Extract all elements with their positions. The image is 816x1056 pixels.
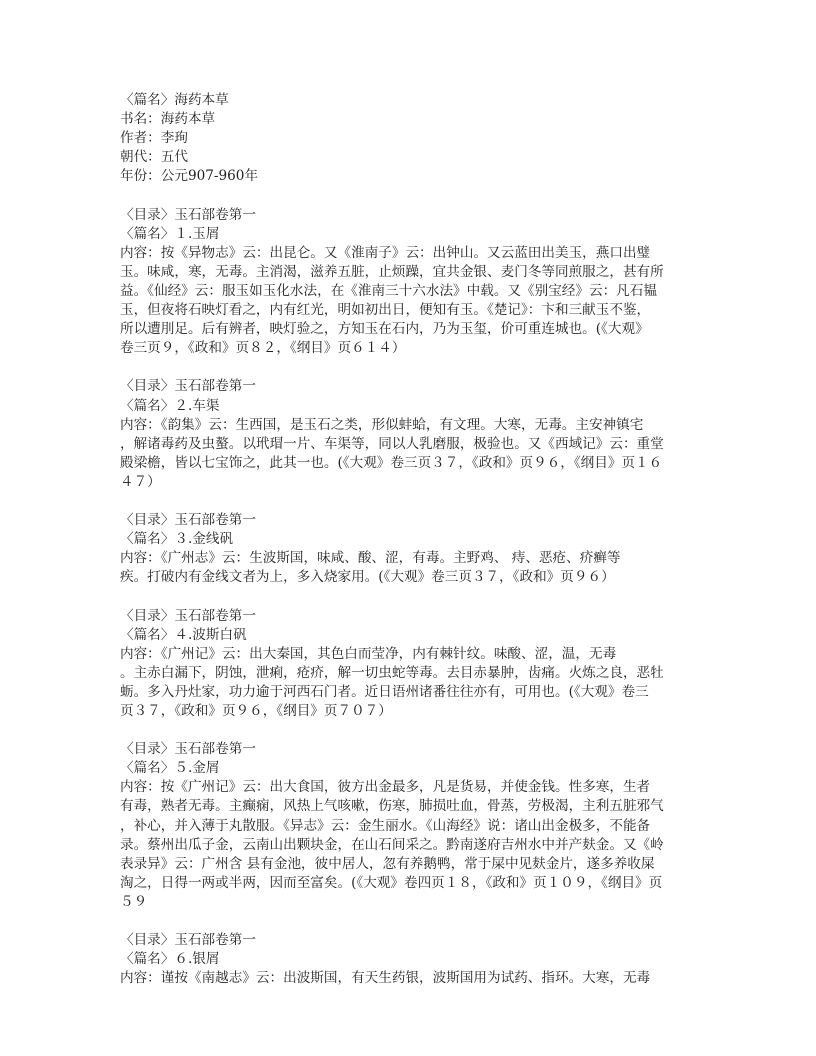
entry-title-line: 〈篇名〉３.金线矾 bbox=[120, 531, 234, 548]
entry-content-line: ，解诸毒药及虫螯。以玳瑁一片、车渠等，同以人乳磨服，极验也。又《西域记》云：重堂 bbox=[120, 435, 664, 452]
book-header bbox=[120, 91, 690, 186]
entry-content-line: 益。《仙经》云：服玉如玉化水法，在《淮南三十六水法》中载。又《别宝经》云：凡石韫 bbox=[120, 282, 657, 299]
entry-content-line: ４７） bbox=[120, 473, 161, 490]
header-line: 年份：公元907-960年 bbox=[120, 168, 259, 185]
entry-content-line: 玉，但夜将石映灯看之，内有红光，明如初出日，便知有玉。《楚记》：卞和三献玉不鉴， bbox=[120, 302, 651, 319]
entry-block bbox=[120, 607, 690, 722]
entry-title-line: 〈篇名〉５.金屑 bbox=[120, 760, 220, 777]
entry-content-line: 蛎。多入丹灶家，功力逾于河西石门者。近日语州诸番往往亦有，可用也。(《大观》卷三 bbox=[120, 683, 649, 700]
entry-content-line: 表录异》云：广州含 县有金池，彼中居人，忽有养鹅鸭，常于屎中见麸金片，遂多养收屎 bbox=[120, 855, 655, 872]
entry-content-line: 淘之，日得一两或半两，因而至富矣。(《大观》卷四页１８，《政和》页１０９，《纲目》页 bbox=[120, 874, 663, 891]
entry-content-line: 内容：《广州记》云：出大秦国，其色白而莹净，内有棘针纹。味酸、涩，温，无毒 bbox=[120, 645, 617, 662]
entry-block bbox=[120, 511, 690, 587]
entry-title-line: 〈篇名〉２.车渠 bbox=[120, 397, 220, 414]
entry-catalog-line: 〈目录〉玉石部卷第一 bbox=[120, 741, 256, 758]
entry-title-line: 〈篇名〉４.波斯白矾 bbox=[120, 626, 247, 643]
entry-content-line: 有毒，熟者无毒。主癫痫，风热上气咳嗽，伤寒，肺损吐血，骨蒸，劳极渴，主利五脏邪气 bbox=[120, 798, 664, 815]
entry-catalog-line: 〈目录〉玉石部卷第一 bbox=[120, 607, 256, 624]
entry-content-line: 内容：《广州志》云：生波斯国，味咸、酸、涩，有毒。主野鸡、 痔、恶疮、疥癣等 bbox=[120, 550, 621, 567]
entry-content-line: 所以遭刖足。后有辨者，映灯验之，方知玉在石内，乃为玉玺，价可重连城也。(《大观》 bbox=[120, 321, 649, 338]
entry-block bbox=[120, 931, 690, 988]
document-page bbox=[120, 91, 690, 1008]
entry-content-line: 内容：《韵集》云：生西国，是玉石之类，形似蚌蛤，有文理。大寒，无毒。主安神镇宅 bbox=[120, 416, 644, 433]
entry-content-line: 。主赤白漏下，阴蚀，泄痢，疮疥，解一切虫蛇等毒。去目赤暴肿，齿痛。火炼之良，恶牡 bbox=[120, 664, 664, 681]
entry-catalog-line: 〈目录〉玉石部卷第一 bbox=[120, 512, 256, 529]
entry-content-line: 页３７，《政和》页９６，《纲目》页７０７） bbox=[120, 703, 392, 719]
header-line: 作者：李珣 bbox=[120, 130, 188, 147]
entry-list bbox=[120, 206, 690, 989]
entry-content-line: 殿梁檐，皆以七宝饰之，此其一也。(《大观》卷三页３７，《政和》页９６，《纲目》页１６ bbox=[120, 454, 663, 471]
header-line: 〈篇名〉海药本草 bbox=[120, 92, 229, 108]
entry-content-line: 卷三页９，《政和》页８２，《纲目》页６１４） bbox=[120, 340, 406, 357]
entry-content-line: 内容：按《异物志》云：出昆仑。又《淮南子》云：出钟山。又云蓝田出美玉，燕口出璧 bbox=[120, 244, 651, 261]
header-line: 书名：海药本草 bbox=[120, 111, 216, 128]
entry-title-line: 〈篇名〉６.银屑 bbox=[120, 951, 220, 968]
entry-content-line: ，补心，并入薄于丸散服。《异志》云：金生丽水。《山海经》说：诸山出金极多，不能备 bbox=[120, 817, 651, 834]
entry-content-line: 玉。味咸，寒，无毒。主消渴，滋养五脏，止烦躁，宜共金银、麦门冬等同煎服之，甚有所 bbox=[120, 263, 664, 280]
header-line: 朝代：五代 bbox=[120, 149, 188, 166]
entry-catalog-line: 〈目录〉玉石部卷第一 bbox=[120, 206, 256, 223]
entry-catalog-line: 〈目录〉玉石部卷第一 bbox=[120, 932, 256, 949]
entry-content-line: 内容：按《广州记》云：出大食国，彼方出金最多，凡是货易，并使金钱。性多寒，生者 bbox=[120, 779, 651, 796]
entry-block bbox=[120, 377, 690, 492]
entry-block bbox=[120, 740, 690, 912]
entry-content-line: ５９ bbox=[120, 893, 148, 910]
entry-content-line: 录。蔡州出瓜子金，云南山出颗块金，在山石间采之。黔南遂府吉州水中并产麸金。又《岭 bbox=[120, 836, 664, 853]
entry-content-line: 内容：谨按《南越志》云：出波斯国，有天生药银，波斯国用为试药、指环。大寒，无毒 bbox=[120, 970, 651, 987]
entry-title-line: 〈篇名〉１.玉屑 bbox=[120, 225, 220, 242]
entry-content-line: 疾。打破内有金线文者为上，多入烧家用。(《大观》卷三页３７，《政和》页９６） bbox=[120, 569, 615, 586]
entry-block bbox=[120, 206, 690, 359]
entry-catalog-line: 〈目录〉玉石部卷第一 bbox=[120, 378, 256, 395]
